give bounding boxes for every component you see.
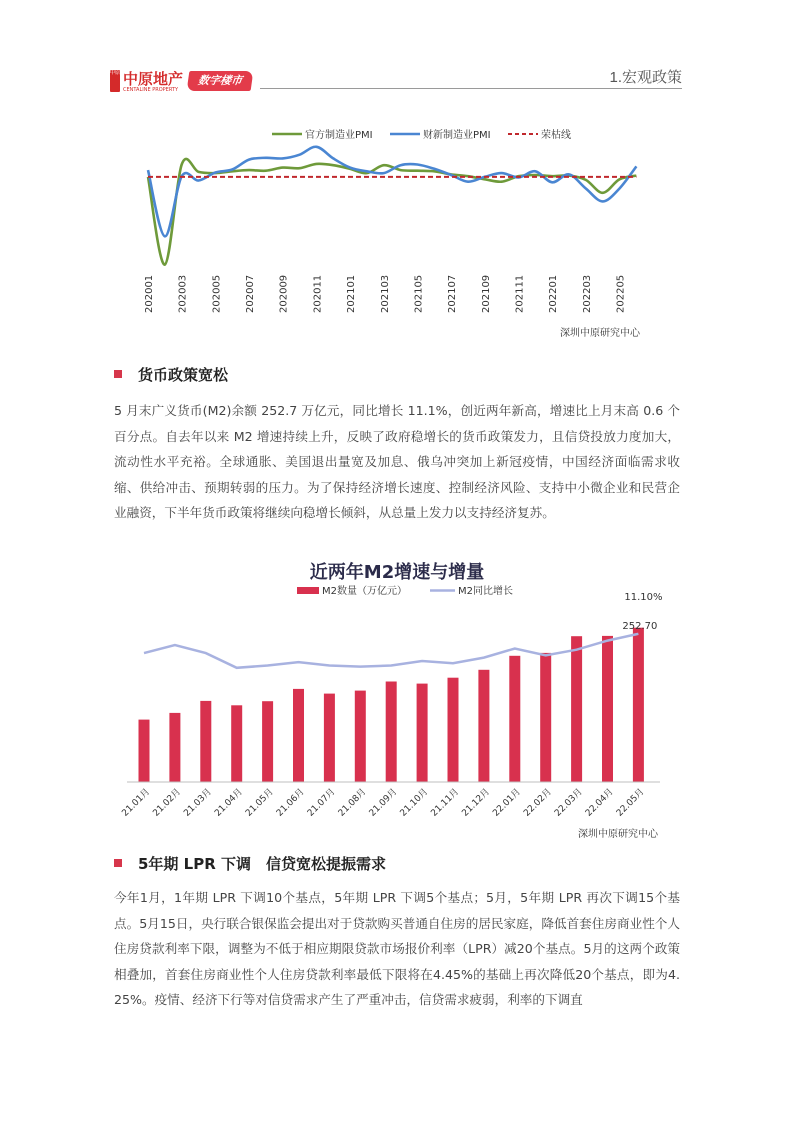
pmi-legend-label: 官方制造业PMI bbox=[305, 130, 373, 141]
m2-chart bbox=[0, 578, 793, 838]
pmi-x-tick-label: 202003 bbox=[177, 274, 189, 313]
pmi-chart bbox=[0, 0, 793, 340]
logo-name: 中原地产 bbox=[123, 70, 184, 88]
m2-bar bbox=[355, 691, 366, 782]
m2-x-tick-label: 21.01月 bbox=[120, 787, 153, 819]
pmi-series bbox=[148, 147, 636, 265]
pmi-x-tick-label: 202101 bbox=[346, 274, 358, 313]
m2-bar bbox=[478, 670, 489, 782]
m2-x-tick-label: 21.09月 bbox=[367, 787, 400, 819]
pmi-series-line bbox=[148, 159, 636, 265]
pmi-x-tick-label: 202203 bbox=[581, 274, 593, 313]
pmi-x-tick-label: 202111 bbox=[514, 274, 526, 313]
pmi-x-tick-label: 202011 bbox=[312, 274, 324, 313]
m2-bar bbox=[571, 636, 582, 782]
m2-source: 深圳中原研究中心 bbox=[578, 829, 658, 840]
logo-subtitle: CENTALINE PROPERTY bbox=[123, 87, 179, 93]
lpr-paragraph: 今年1月，1年期 LPR 下调10个基点，5年期 LPR 下调5个基点；5月，5年期 LPR 再次下调15个基点。5月15日，央行联合银保监会提出对于贷款购买普通自住房的居民家庭，降低首套住房商业性个人住房贷款利率下限，调整为不低于相应期限贷款市场报价利率（LPR）减20个基点。5月的这两个政策相叠加，首套住房商业性个人住房贷款利率最低下限将在4.45%的基础上再次降低20个基点，即为4.25%。疫情、经济下行等对信贷需求产生了严重冲击，信贷需求疲弱，利率的下调直 bbox=[114, 890, 680, 1007]
m2-x-tick-label: 21.07月 bbox=[305, 787, 338, 819]
m2-bar bbox=[293, 689, 304, 782]
m2-x-tick-label: 21.11月 bbox=[429, 787, 462, 819]
pmi-x-tick-label: 202005 bbox=[211, 274, 223, 313]
m2-x-tick-label: 22.01月 bbox=[491, 787, 523, 819]
pmi-x-tick-label: 202009 bbox=[278, 274, 290, 313]
m2-x-tick-label: 21.02月 bbox=[151, 787, 184, 819]
pmi-source: 深圳中原研究中心 bbox=[560, 328, 640, 339]
m2-bar bbox=[602, 636, 613, 782]
m2-bar bbox=[231, 705, 242, 782]
m2-x-tick-label: 21.03月 bbox=[182, 787, 214, 819]
section-heading-lpr bbox=[114, 853, 386, 874]
pmi-x-tick-label: 202109 bbox=[480, 274, 492, 313]
m2-bar bbox=[262, 701, 273, 782]
m2-x-tick-label: 21.05月 bbox=[244, 787, 276, 819]
logo-seal: 中原 bbox=[110, 70, 120, 92]
pmi-legend-label: 财新制造业PMI bbox=[423, 130, 491, 141]
m2-data-labels bbox=[622, 592, 662, 632]
m2-x-tick-label: 22.04月 bbox=[583, 787, 616, 819]
pmi-series-line bbox=[148, 147, 636, 237]
m2-legend-label: M2数量（万亿元） bbox=[322, 586, 407, 597]
m2-x-tick-label: 21.12月 bbox=[460, 787, 493, 819]
heading-text: 货币政策宽松 bbox=[138, 366, 229, 384]
m2-bar bbox=[540, 653, 551, 782]
m2-bar-data-label: 252.70 bbox=[622, 621, 658, 632]
m2-legend-swatch bbox=[297, 587, 319, 594]
m2-x-tick-label: 21.04月 bbox=[213, 787, 245, 819]
m2-bar bbox=[417, 684, 428, 782]
heading-bullet-icon bbox=[114, 370, 122, 378]
heading-bullet-icon bbox=[114, 859, 122, 867]
section-heading-monetary bbox=[114, 364, 228, 385]
m2-bar bbox=[169, 713, 180, 782]
m2-bar bbox=[324, 694, 335, 782]
m2-legend bbox=[297, 584, 513, 597]
m2-x-tick-label: 22.02月 bbox=[522, 787, 554, 819]
m2-x-tick-label: 22.03月 bbox=[553, 787, 585, 819]
m2-x-tick-label: 21.08月 bbox=[336, 787, 369, 819]
pmi-legend-label: 荣枯线 bbox=[541, 130, 571, 141]
m2-bar bbox=[386, 682, 397, 783]
m2-legend-label: M2同比增长 bbox=[458, 586, 513, 597]
m2-bar bbox=[509, 656, 520, 782]
pmi-x-tick-label: 202201 bbox=[548, 274, 560, 313]
pmi-x-axis bbox=[144, 275, 627, 313]
logo-badge: 数字楼市 bbox=[187, 71, 254, 91]
pmi-x-tick-label: 202105 bbox=[413, 274, 425, 313]
m2-x-tick-label: 22.05月 bbox=[614, 787, 647, 819]
pmi-x-tick-label: 202007 bbox=[245, 274, 257, 313]
pmi-legend bbox=[272, 128, 571, 141]
m2-bar bbox=[139, 720, 150, 782]
monetary-policy-paragraph: 5 月末广义货币(M2)余额 252.7 万亿元，同比增长 11.1%，创近两年新高，增速比上月末高 0.6 个百分点。自去年以来 M2 增速持续上升，反映了政府稳增长的货币政策发力，且信贷投放力度加大，流动性水平充裕。全球通胀、美国退出量宽及加息、俄乌冲突加上新冠疫情，中国经济面临需求收缩、供给冲击、预期转弱的压力。为了保持经济增长速度、控制经济风险、支持中小微企业和民营企业融资，下半年货币政策将继续向稳增长倾斜，从总量上发力以支持经济复苏。 bbox=[114, 403, 680, 520]
section-label: 1.宏观政策 bbox=[609, 69, 682, 86]
pmi-x-tick-label: 202103 bbox=[379, 274, 391, 313]
m2-growth-line bbox=[144, 634, 638, 668]
m2-bar bbox=[448, 678, 459, 782]
m2-x-tick-label: 21.06月 bbox=[274, 787, 307, 819]
pmi-x-tick-label: 202107 bbox=[447, 274, 459, 313]
m2-x-axis bbox=[120, 782, 660, 819]
m2-bar bbox=[633, 628, 644, 782]
m2-chart-title: 近两年M2增速与增量 bbox=[309, 562, 485, 583]
heading-text: 5年期 LPR 下调 信贷宽松提振需求 bbox=[138, 855, 386, 873]
m2-x-tick-label: 21.10月 bbox=[398, 787, 431, 819]
pmi-x-tick-label: 202001 bbox=[144, 274, 155, 313]
m2-line-data-label: 11.10% bbox=[624, 592, 663, 603]
pmi-x-tick-label: 202205 bbox=[615, 274, 627, 313]
m2-line-series bbox=[144, 634, 638, 668]
m2-bar bbox=[200, 701, 211, 782]
